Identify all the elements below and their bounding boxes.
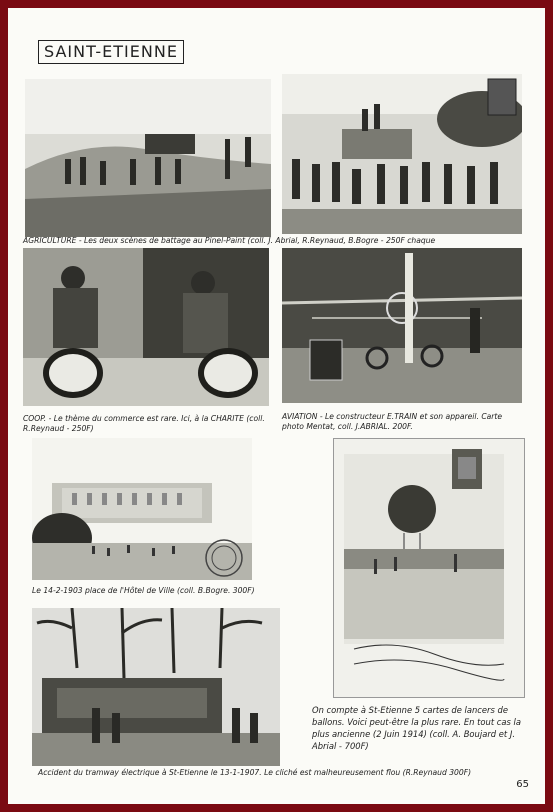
caption-cooperation: COOP. - Le thème du commerce est rare. Ici, à la CHARITE (coll. R.Reynaud - 250F) [23, 414, 265, 433]
threshing-image [25, 79, 271, 237]
caption-tramway: Accident du tramway électrique à St-Etienne le 13-1-1907. Le cliché est malheureusement flou (R.Reynaud 300F) [38, 768, 472, 777]
caption-aviation: AVIATION - Le constructeur E.TRAIN et son appareil. Carte photo Mentat, coll. J.ABRIAL. 200F. [282, 412, 503, 431]
hotel-de-ville-image [32, 438, 252, 580]
caption-agriculture: AGRICULTURE - Les deux scènes de battage au Pinel-Paint (coll. J. Abrial, R.Reynaud, B.Bogre - 250F chaque [23, 236, 436, 245]
barrels-image [23, 248, 269, 406]
crowd-image [282, 74, 522, 234]
caption-ballon: On compte à St-Etienne 5 cartes de lancers de ballons. Voici peut-être la plus rare. En tout cas la plus ancienne (2 Juin 1914) (coll. A. Boujard et J. Abrial - 700F) [312, 705, 522, 751]
photo-barrels [23, 248, 269, 406]
photo-aviation [282, 248, 522, 403]
album-page [8, 8, 545, 804]
aviation-image [282, 248, 522, 403]
page-number: 65 [516, 779, 529, 790]
caption-hotel: Le 14-2-1903 place de l'Hôtel de Ville (coll. B.Bogre. 300F) [32, 586, 255, 595]
ballon-image [334, 439, 524, 697]
photo-ballon [333, 438, 525, 698]
photo-crowd-threshing [282, 74, 522, 234]
tramway-image [32, 608, 280, 766]
photo-threshing-scene [25, 79, 271, 237]
photo-tramway [32, 608, 280, 766]
photo-hotel-de-ville [32, 438, 252, 580]
page-title: SAINT-ETIENNE [38, 40, 184, 64]
